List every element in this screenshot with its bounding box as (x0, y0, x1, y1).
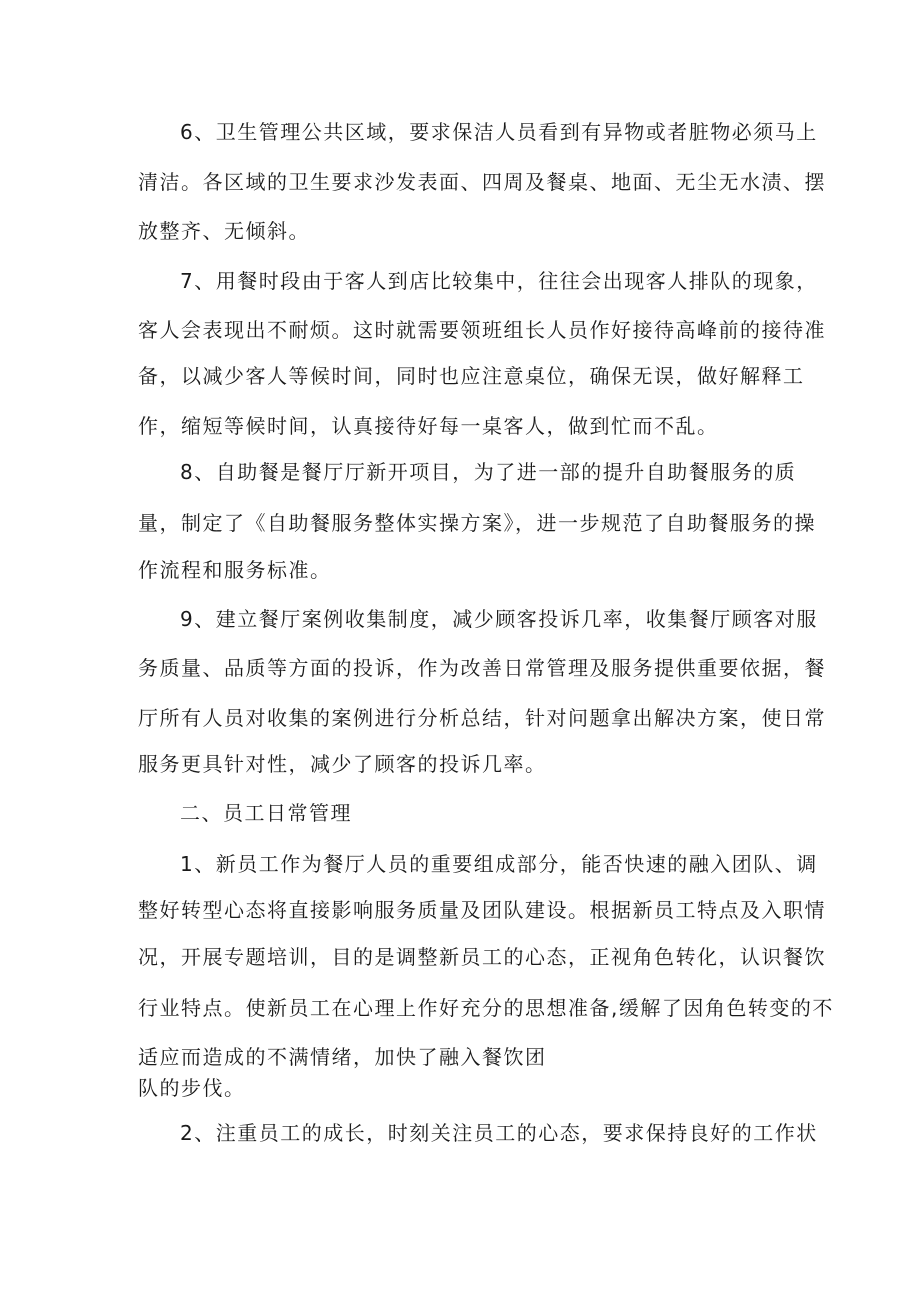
text-line: 整好转型心态将直接影响服务质量及团队建设。根据新员工特点及入职情 (138, 898, 826, 922)
text-line: 2、注重员工的成长，时刻关注员工的心态，要求保持良好的工作状 (180, 1121, 818, 1145)
text-line: 厅所有人员对收集的案例进行分析总结，针对问题拿出解决方案，使日常 (138, 706, 826, 730)
text-line: 队的步伐。 (138, 1076, 246, 1100)
text-line: 作，缩短等候时间，认真接待好每一桌客人，做到忙而不乱。 (138, 414, 719, 438)
text-line: 清洁。各区域的卫生要求沙发表面、四周及餐桌、地面、无尘无水渍、摆 (138, 170, 826, 194)
text-line: 量，制定了《自助餐服务整体实操方案》，进一步规范了自助餐服务的操 (138, 511, 816, 535)
text-line: 客人会表现出不耐烦。这时就需要领班组长人员作好接待高峰前的接待准 (138, 318, 826, 342)
text-line: 8、自助餐是餐厅厅新开项目，为了进一部的提升自助餐服务的质 (180, 460, 797, 484)
text-line: 放整齐、无倾斜。 (138, 219, 310, 243)
text-line: 适应而造成的不满情绪，加快了融入餐饮团 (138, 1045, 547, 1069)
text-line: 作流程和服务标准。 (138, 558, 332, 582)
text-line: 9、建立餐厅案例收集制度，减少顾客投诉几率，收集餐厅顾客对服 (180, 607, 818, 631)
section-heading: 二、员工日常管理 (180, 801, 352, 825)
text-line: 况，开展专题培训，目的是调整新员工的心态，正视角色转化，认识餐饮 (138, 945, 826, 969)
text-line: 6、卫生管理公共区域，要求保洁人员看到有异物或者脏物必须马上 (180, 120, 818, 144)
text-line: 服务更具针对性，减少了顾客的投诉几率。 (138, 752, 547, 776)
text-line: 备，以减少客人等候时间，同时也应注意桌位，确保无误，做好解释工 (138, 364, 805, 388)
text-line: 务质量、品质等方面的投诉，作为改善日常管理及服务提供重要依据，餐 (138, 656, 826, 680)
text-line: 7、用餐时段由于客人到店比较集中，往往会出现客人排队的现象， (180, 269, 818, 293)
text-line: 1、新员工作为餐厅人员的重要组成部分，能否快速的融入团队、调 (180, 852, 818, 876)
text-line: 行业特点。使新员工在心理上作好充分的思想准备,缓解了因角色转变的不 (138, 996, 834, 1020)
